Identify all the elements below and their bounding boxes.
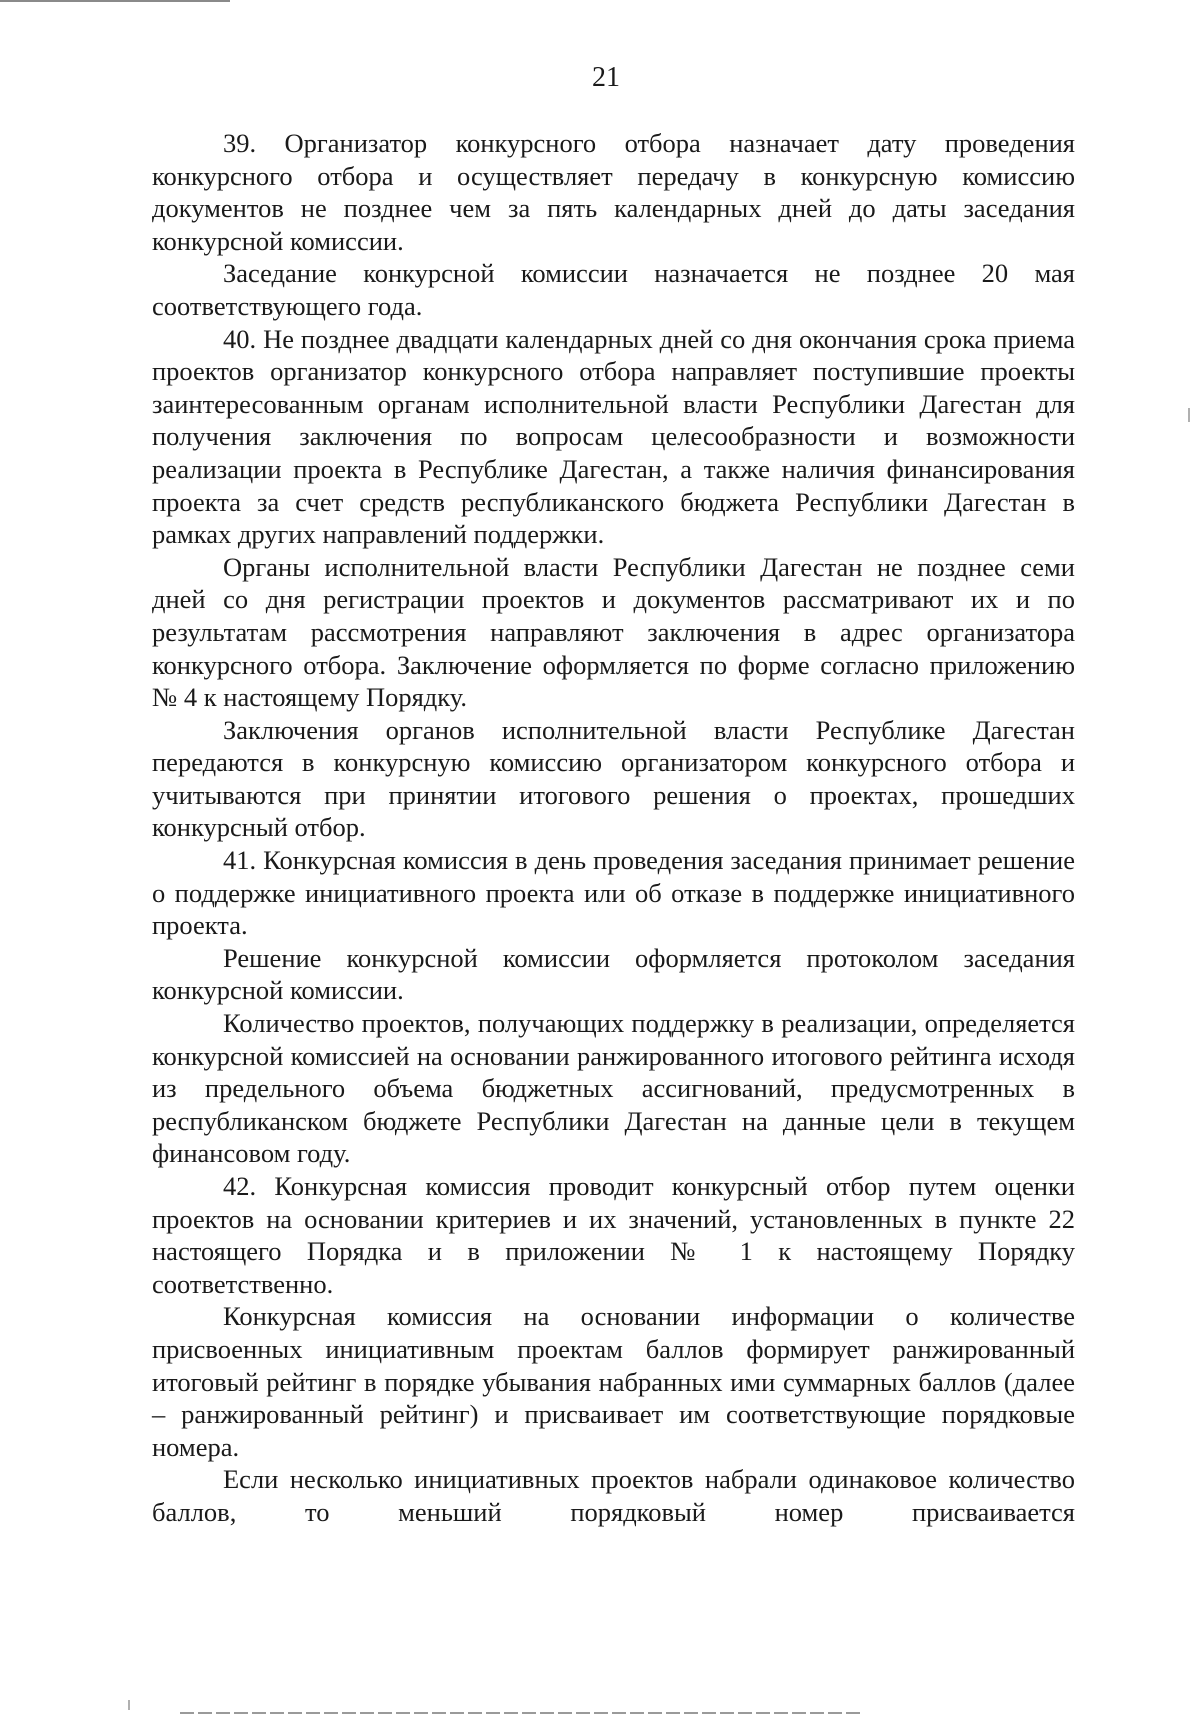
paragraph-conclusions: Заключения органов исполнительной власти Республике Дагестан передаются в конкурсную комиссию организатором конкурсного отбора и учитываются при принятии итогового решения о проектах, прошедших конкурсный отбор. [152,714,1075,843]
scan-edge-bottom [180,1712,860,1714]
paragraph-equal-scores: Если несколько инициативных проектов набрали одинаковое количество баллов, то меньший порядковый номер присваивается [152,1464,1075,1527]
paragraph-42: 42. Конкурсная комиссия проводит конкурсный отбор путем оценки проектов на основании критериев и их значений, установленных в пункте 22 настоящего Порядка и в приложении № 1 к настоящему Порядку соответственно. [152,1171,1075,1299]
page-number: 21 [592,62,620,93]
paragraph-40: 40. Не позднее двадцати календарных дней со дня окончания срока приема проектов организатор конкурсного отбора направляет поступившие проекты заинтересованным органам исполнительной власти Республики Дагестан для получения заключения по вопросам целесообразности и возможности реализации проекта в Республике Дагестан, а также наличия финансирования проекта за счет средств республиканского бюджета Республики Дагестан в рамках других направлений поддержки. [152,323,1075,550]
paragraph-executive-bodies: Органы исполнительной власти Республики Дагестан не позднее семи дней со дня регистрации проектов и документов рассматривают их и по результатам рассмотрения направляют заключения в адрес организатора конкурсного отбора. Заключение оформляется по форме согласно приложению № 4 к настоящему Порядку. [152,551,1075,713]
scan-speck [128,1700,130,1710]
paragraph-project-count: Количество проектов, получающих поддержку в реализации, определяется конкурсной комиссией на основании ранжированного итогового рейтинга исходя из предельного объема бюджетных ассигнований, предусмотренных в республиканском бюджете Республики Дагестан на данные цели в текущем финансовом году. [152,1008,1075,1169]
paragraph-meeting-date: Заседание конкурсной комиссии назначается не позднее 20 мая соответствующего года. [152,258,1075,321]
paragraph-39: 39. Организатор конкурсного отбора назначает дату проведения конкурсного отбора и осуществляет передачу в конкурсную комиссию документов не позднее чем за пять календарных дней до даты заседания конкурсной комиссии. [152,128,1075,256]
scan-edge-top [0,0,230,2]
paragraph-protocol: Решение конкурсной комиссии оформляется протоколом заседания конкурсной комиссии. [152,942,1075,1006]
scan-speck [1188,408,1190,422]
paragraph-ranking: Конкурсная комиссия на основании информации о количестве присвоенных инициативным проектам баллов формирует ранжированный итоговый рейтинг в порядке убывания набранных ими суммарных баллов (далее – ранжированный рейтинг) и присваивает им соответствующие порядковые номера. [152,1301,1075,1462]
document-body [152,127,1075,1529]
paragraph-41: 41. Конкурсная комиссия в день проведения заседания принимает решение о поддержке инициативного проекта или об отказе в поддержке инициативного проекта. [152,845,1075,941]
